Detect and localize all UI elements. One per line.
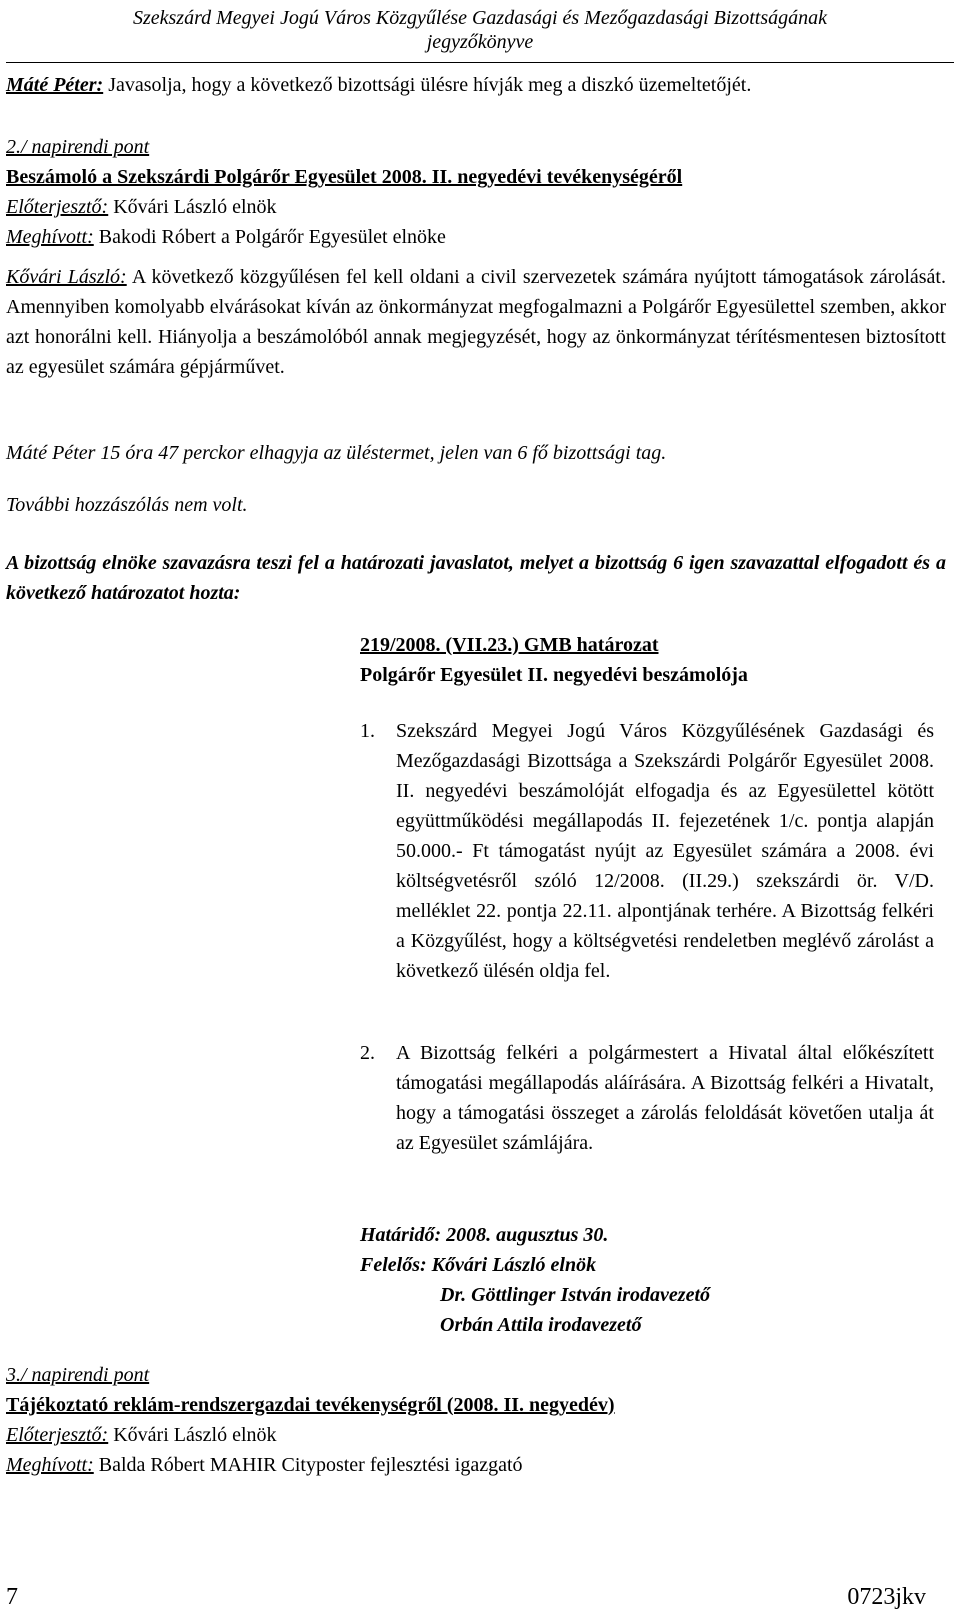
agenda-title: Tájékoztató reklám-rendszergazdai tevékenységről (2008. II. negyedév) (6, 1394, 615, 1416)
header-title: Szekszárd Megyei Jogú Város Közgyűlése Gazdasági és Mezőgazdasági Bizottságának (132, 7, 827, 29)
invited-name: Balda Róbert MAHIR Cityposter fejlesztési igazgató (93, 1454, 523, 1476)
invited-label: Meghívott: (6, 226, 94, 248)
vote-paragraph: A bizottság elnöke szavazásra teszi fel a határozati javaslatot, melyet a bizottság 6 igen szavazattal elfogadott és a következő határozatot hozta: (6, 552, 946, 604)
page-header (6, 0, 954, 54)
presenter-label: Előterjesztő: (6, 1424, 109, 1446)
invited-name: Bakodi Róbert a Polgárőr Egyesület elnöke (93, 226, 446, 248)
presenter-name: Kővári László elnök (108, 1424, 277, 1446)
note-no-more-comments: További hozzászólás nem volt. (6, 494, 248, 516)
mate-intro-paragraph (6, 70, 946, 100)
invited-label: Meghívott: (6, 1454, 94, 1476)
document-page (6, 0, 954, 1476)
kovari-speech-paragraph (6, 262, 946, 382)
agenda-presenter (6, 1420, 946, 1450)
agenda-invited (6, 222, 946, 252)
responsible: Felelős: Kővári László elnök (360, 1254, 597, 1276)
item-number: 2. (360, 1042, 375, 1064)
resolution-heading (360, 630, 920, 690)
page-number: 7 (6, 1584, 18, 1610)
agenda-title: Beszámoló a Szekszárdi Polgárőr Egyesület 2008. II. negyedévi tevékenységéről (6, 166, 683, 188)
header-subtitle: jegyzőkönyve (426, 31, 534, 53)
resolution-deadline-block (360, 1220, 920, 1340)
responsible-3: Orbán Attila irodavezető (440, 1314, 642, 1336)
agenda-label: 3./ napirendi pont (6, 1364, 150, 1386)
speech-text: A következő közgyűlésen fel kell oldani a civil szervezetek számára nyújtott támogatások zárolását. Amennyiben komolyabb elvárásokat kíván az önkormányzat megfogalmazni a Polgárőr Egyesülettel szemben, akkor azt honorálni kell. Hiányolja a beszámolóból annak megjegyzését, hogy az önkormányzat térítésmentesen biztosított az egyesület számára gépjárművet. (6, 266, 946, 378)
resolution-number: 219/2008. (VII.23.) GMB határozat (360, 634, 659, 656)
resolution-title: Polgárőr Egyesület II. negyedévi beszámolója (360, 664, 748, 686)
item-number: 1. (360, 720, 375, 742)
item-text: Szekszárd Megyei Jogú Város Közgyűlésének Gazdasági és Mezőgazdasági Bizottsága a Szekszárdi Polgárőr Egyesület 2008. II. negyedévi beszámolóját elfogadja és az Egyesülettel kötött együttműködési megállapodás II. fejezetének 1/c. pontja alapján 50.000.- Ft támogatást nyújt az Egyesület számára a 2008. évi költségvetésről szóló 12/2008. (II.29.) szekszárdi ör. V/D. melléklet 22. pontja 22.11. alpontjának terhére. A Bizottság felkéri a Közgyűlést, hogy a költségvetési rendeletben meglévő zárolást a következő ülésén oldja fel. (396, 720, 934, 982)
item-text: A Bizottság felkéri a polgármestert a Hivatal által előkészített támogatási megállapodás aláírására. A Bizottság felkéri a Hivatalt, hogy a támogatási összeget a zárolás feloldását követően utalja át az Egyesület számlájára. (396, 1042, 934, 1154)
deadline: Határidő: 2008. augusztus 30. (360, 1224, 609, 1246)
speaker-name: Máté Péter: (6, 74, 104, 96)
responsible-2: Dr. Göttlinger István irodavezető (440, 1284, 711, 1306)
speaker-name: Kővári László: (6, 266, 127, 288)
note-leave: Máté Péter 15 óra 47 perckor elhagyja az üléstermet, jelen van 6 fő bizottsági tag. (6, 442, 667, 464)
document-code: 0723jkv (847, 1584, 926, 1610)
agenda-item-2 (6, 132, 946, 252)
resolution-item-1 (360, 716, 934, 986)
presenter-name: Kővári László elnök (108, 196, 277, 218)
header-divider (6, 62, 954, 63)
resolution-item-2 (360, 1038, 934, 1158)
agenda-presenter (6, 192, 946, 222)
agenda-invited (6, 1450, 946, 1480)
agenda-label: 2./ napirendi pont (6, 136, 150, 158)
presenter-label: Előterjesztő: (6, 196, 109, 218)
speech-text: Javasolja, hogy a következő bizottsági ülésre hívják meg a diszkó üzemeltetőjét. (103, 74, 752, 96)
agenda-item-3 (6, 1360, 946, 1480)
